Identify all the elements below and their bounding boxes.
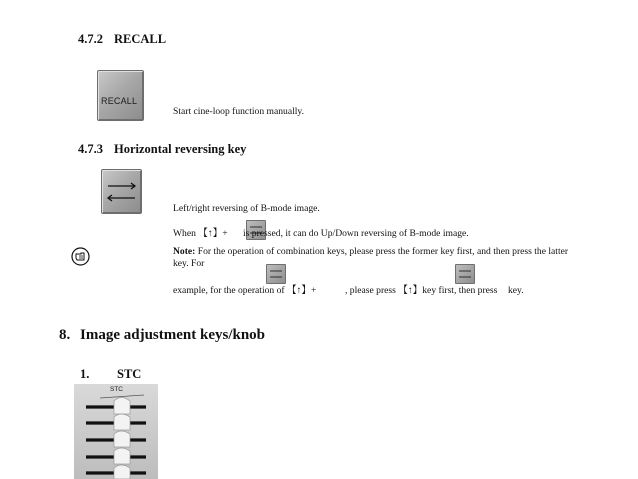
- recall-key-image: [97, 70, 144, 121]
- note-paragraph: [173, 246, 583, 270]
- chapter-title: Image adjustment keys/knob: [80, 327, 266, 343]
- recall-description: Start cine-loop function manually.: [173, 106, 304, 117]
- note-hand-icon: [71, 247, 90, 266]
- recall-key-label: RECALL: [101, 96, 138, 106]
- note-example-mid: , please press 【↑】key first, then press: [345, 285, 498, 296]
- section-number: 4.7.3: [78, 142, 103, 156]
- section-title: Horizontal reversing key: [114, 142, 247, 156]
- section-heading-recall: [78, 32, 166, 47]
- arrows-icon: [102, 170, 141, 213]
- section-heading-horizontal-reversing: [78, 142, 246, 157]
- note-label: Note:: [173, 246, 196, 257]
- stc-sliders-graphic: [74, 384, 158, 479]
- sub-number: 1.: [80, 367, 90, 381]
- chapter-number: 8.: [59, 327, 71, 343]
- combination-prefix: When 【↑】+: [173, 228, 228, 239]
- horizontal-reverse-key-icon: [101, 169, 142, 214]
- note-example-prefix: example, for the operation of 【↑】+: [173, 285, 317, 296]
- note-example-end: key.: [508, 285, 524, 296]
- note-text: For the operation of combination keys, please press the former key first, and then press the latter key. For: [173, 246, 569, 269]
- horizontal-reversing-description: Left/right reversing of B-mode image.: [173, 203, 320, 214]
- stc-slider-panel: [74, 384, 158, 479]
- stc-panel-label: STC: [110, 386, 123, 393]
- mini-horizontal-reverse-key-icon: [455, 264, 475, 284]
- section-title: RECALL: [114, 32, 167, 46]
- chapter-heading-image-adjustment: [59, 327, 265, 344]
- sub-title: STC: [117, 367, 142, 381]
- sub-heading-stc: [80, 367, 141, 382]
- combination-suffix: is pressed, it can do Up/Down reversing of B-mode image.: [243, 228, 469, 239]
- mini-horizontal-reverse-key-icon: [266, 264, 286, 284]
- section-number: 4.7.2: [78, 32, 103, 46]
